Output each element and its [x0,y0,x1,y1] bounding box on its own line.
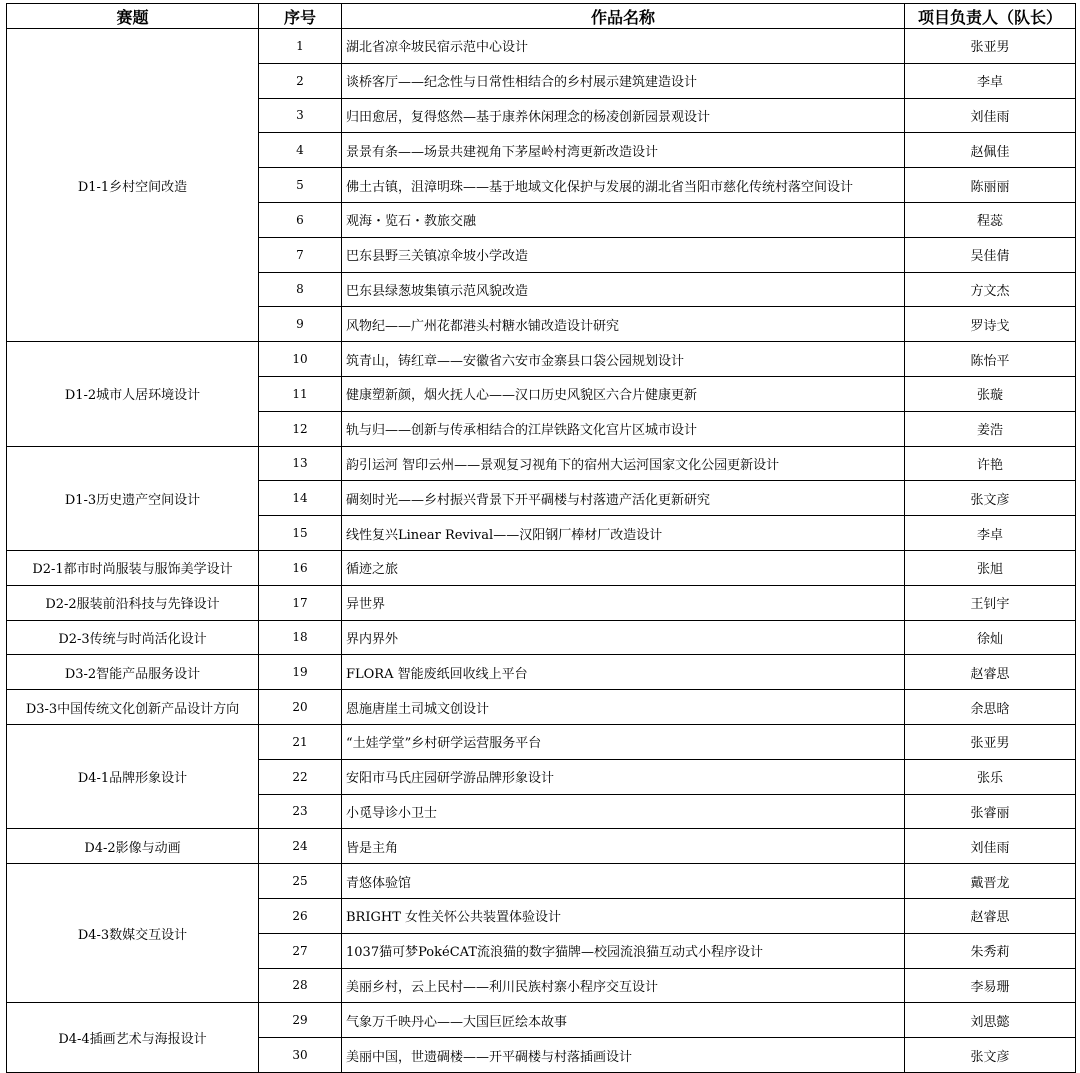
leader-cell: 许艳 [905,446,1076,481]
title-cell: 1037猫可梦PokéCAT流浪猫的数字猫牌—校园流浪猫互动式小程序设计 [342,933,905,968]
title-cell: 谈桥客厅——纪念性与日常性相结合的乡村展示建筑建造设计 [342,63,905,98]
number-cell: 9 [259,307,342,342]
leader-cell: 李卓 [905,63,1076,98]
number-cell: 12 [259,411,342,446]
number-cell: 4 [259,133,342,168]
leader-cell: 张璇 [905,376,1076,411]
leader-cell: 罗诗戈 [905,307,1076,342]
number-cell: 14 [259,481,342,516]
category-cell: D1-1乡村空间改造 [7,29,259,342]
leader-cell: 朱秀莉 [905,933,1076,968]
award-table [6,3,1076,1073]
number-cell: 11 [259,376,342,411]
title-cell: “土娃学堂”乡村研学运营服务平台 [342,724,905,759]
number-cell: 7 [259,237,342,272]
leader-cell: 李易珊 [905,968,1076,1003]
leader-cell: 张亚男 [905,29,1076,64]
number-cell: 27 [259,933,342,968]
title-cell: 景景有条——场景共建视角下茅屋岭村湾更新改造设计 [342,133,905,168]
title-cell: 循迹之旅 [342,550,905,585]
title-cell: 归田愈居，复得悠然—基于康养休闲理念的杨凌创新园景观设计 [342,98,905,133]
table-row [7,550,1076,585]
title-cell: 青悠体验馆 [342,864,905,899]
number-cell: 29 [259,1003,342,1038]
leader-cell: 程蕊 [905,202,1076,237]
number-cell: 2 [259,63,342,98]
number-cell: 8 [259,272,342,307]
title-cell: 异世界 [342,585,905,620]
header-title: 作品名称 [342,4,905,29]
category-cell: D4-4插画艺术与海报设计 [7,1003,259,1073]
table-row [7,342,1076,377]
number-cell: 13 [259,446,342,481]
header-leader: 项目负责人（队长） [905,4,1076,29]
number-cell: 21 [259,724,342,759]
title-cell: 巴东县野三关镇凉伞坡小学改造 [342,237,905,272]
title-cell: 美丽乡村，云上民村——利川民族村寨小程序交互设计 [342,968,905,1003]
title-cell: 气象万千映丹心——大国巨匠绘本故事 [342,1003,905,1038]
number-cell: 22 [259,759,342,794]
category-cell: D1-3历史遗产空间设计 [7,446,259,550]
category-cell: D4-3数媒交互设计 [7,864,259,1003]
leader-cell: 余思晗 [905,690,1076,725]
category-cell: D2-2服装前沿科技与先锋设计 [7,585,259,620]
table-body [7,29,1076,1073]
title-cell: 皆是主角 [342,829,905,864]
leader-cell: 张文彦 [905,481,1076,516]
leader-cell: 方文杰 [905,272,1076,307]
leader-cell: 刘佳雨 [905,98,1076,133]
title-cell: 美丽中国，世遗碉楼——开平碉楼与村落插画设计 [342,1038,905,1073]
category-cell: D1-2城市人居环境设计 [7,342,259,446]
title-cell: 线性复兴Linear Revival——汉阳钢厂棒材厂改造设计 [342,516,905,551]
leader-cell: 陈怡平 [905,342,1076,377]
title-cell: 恩施唐崖土司城文创设计 [342,690,905,725]
table-row [7,620,1076,655]
number-cell: 30 [259,1038,342,1073]
number-cell: 25 [259,864,342,899]
table-row [7,585,1076,620]
leader-cell: 陈丽丽 [905,168,1076,203]
title-cell: FLORA 智能废纸回收线上平台 [342,655,905,690]
title-cell: 健康塑新颜，烟火抚人心——汉口历史风貌区六合片健康更新 [342,376,905,411]
leader-cell: 李卓 [905,516,1076,551]
header-number: 序号 [259,4,342,29]
header-category: 赛题 [7,4,259,29]
leader-cell: 徐灿 [905,620,1076,655]
category-cell: D2-1都市时尚服装与服饰美学设计 [7,550,259,585]
table-row [7,829,1076,864]
number-cell: 15 [259,516,342,551]
title-cell: 巴东县绿葱坡集镇示范风貌改造 [342,272,905,307]
number-cell: 1 [259,29,342,64]
number-cell: 17 [259,585,342,620]
table-row [7,29,1076,64]
category-cell: D4-1品牌形象设计 [7,724,259,828]
header-row [7,4,1076,29]
number-cell: 18 [259,620,342,655]
title-cell: 小觅导诊小卫士 [342,794,905,829]
title-cell: 安阳市马氏庄园研学游品牌形象设计 [342,759,905,794]
category-cell: D2-3传统与时尚活化设计 [7,620,259,655]
table-row [7,655,1076,690]
title-cell: 观海・览石・教旅交融 [342,202,905,237]
number-cell: 6 [259,202,342,237]
number-cell: 23 [259,794,342,829]
title-cell: 佛土古镇，沮漳明珠——基于地域文化保护与发展的湖北省当阳市慈化传统村落空间设计 [342,168,905,203]
table-row [7,1003,1076,1038]
leader-cell: 刘佳雨 [905,829,1076,864]
table-row [7,690,1076,725]
title-cell: 界内界外 [342,620,905,655]
leader-cell: 张乐 [905,759,1076,794]
title-cell: 湖北省凉伞坡民宿示范中心设计 [342,29,905,64]
title-cell: 筑青山，铸红章——安徽省六安市金寨县口袋公园规划设计 [342,342,905,377]
number-cell: 5 [259,168,342,203]
leader-cell: 张旭 [905,550,1076,585]
number-cell: 3 [259,98,342,133]
leader-cell: 赵睿思 [905,898,1076,933]
number-cell: 28 [259,968,342,1003]
number-cell: 24 [259,829,342,864]
title-cell: 韵引运河 智印云州——景观复习视角下的宿州大运河国家文化公园更新设计 [342,446,905,481]
category-cell: D3-3中国传统文化创新产品设计方向 [7,690,259,725]
number-cell: 19 [259,655,342,690]
leader-cell: 王钊宇 [905,585,1076,620]
number-cell: 20 [259,690,342,725]
number-cell: 16 [259,550,342,585]
leader-cell: 张文彦 [905,1038,1076,1073]
leader-cell: 吴佳倩 [905,237,1076,272]
leader-cell: 赵睿思 [905,655,1076,690]
table-row [7,864,1076,899]
leader-cell: 戴晋龙 [905,864,1076,899]
title-cell: BRIGHT 女性关怀公共装置体验设计 [342,898,905,933]
category-cell: D4-2影像与动画 [7,829,259,864]
table-row [7,446,1076,481]
leader-cell: 张睿丽 [905,794,1076,829]
leader-cell: 赵佩佳 [905,133,1076,168]
title-cell: 风物纪——广州花都港头村糖水铺改造设计研究 [342,307,905,342]
number-cell: 10 [259,342,342,377]
number-cell: 26 [259,898,342,933]
leader-cell: 张亚男 [905,724,1076,759]
leader-cell: 姜浩 [905,411,1076,446]
title-cell: 轨与归——创新与传承相结合的江岸铁路文化宫片区城市设计 [342,411,905,446]
title-cell: 碉刻时光——乡村振兴背景下开平碉楼与村落遗产活化更新研究 [342,481,905,516]
table-row [7,724,1076,759]
category-cell: D3-2智能产品服务设计 [7,655,259,690]
leader-cell: 刘思懿 [905,1003,1076,1038]
